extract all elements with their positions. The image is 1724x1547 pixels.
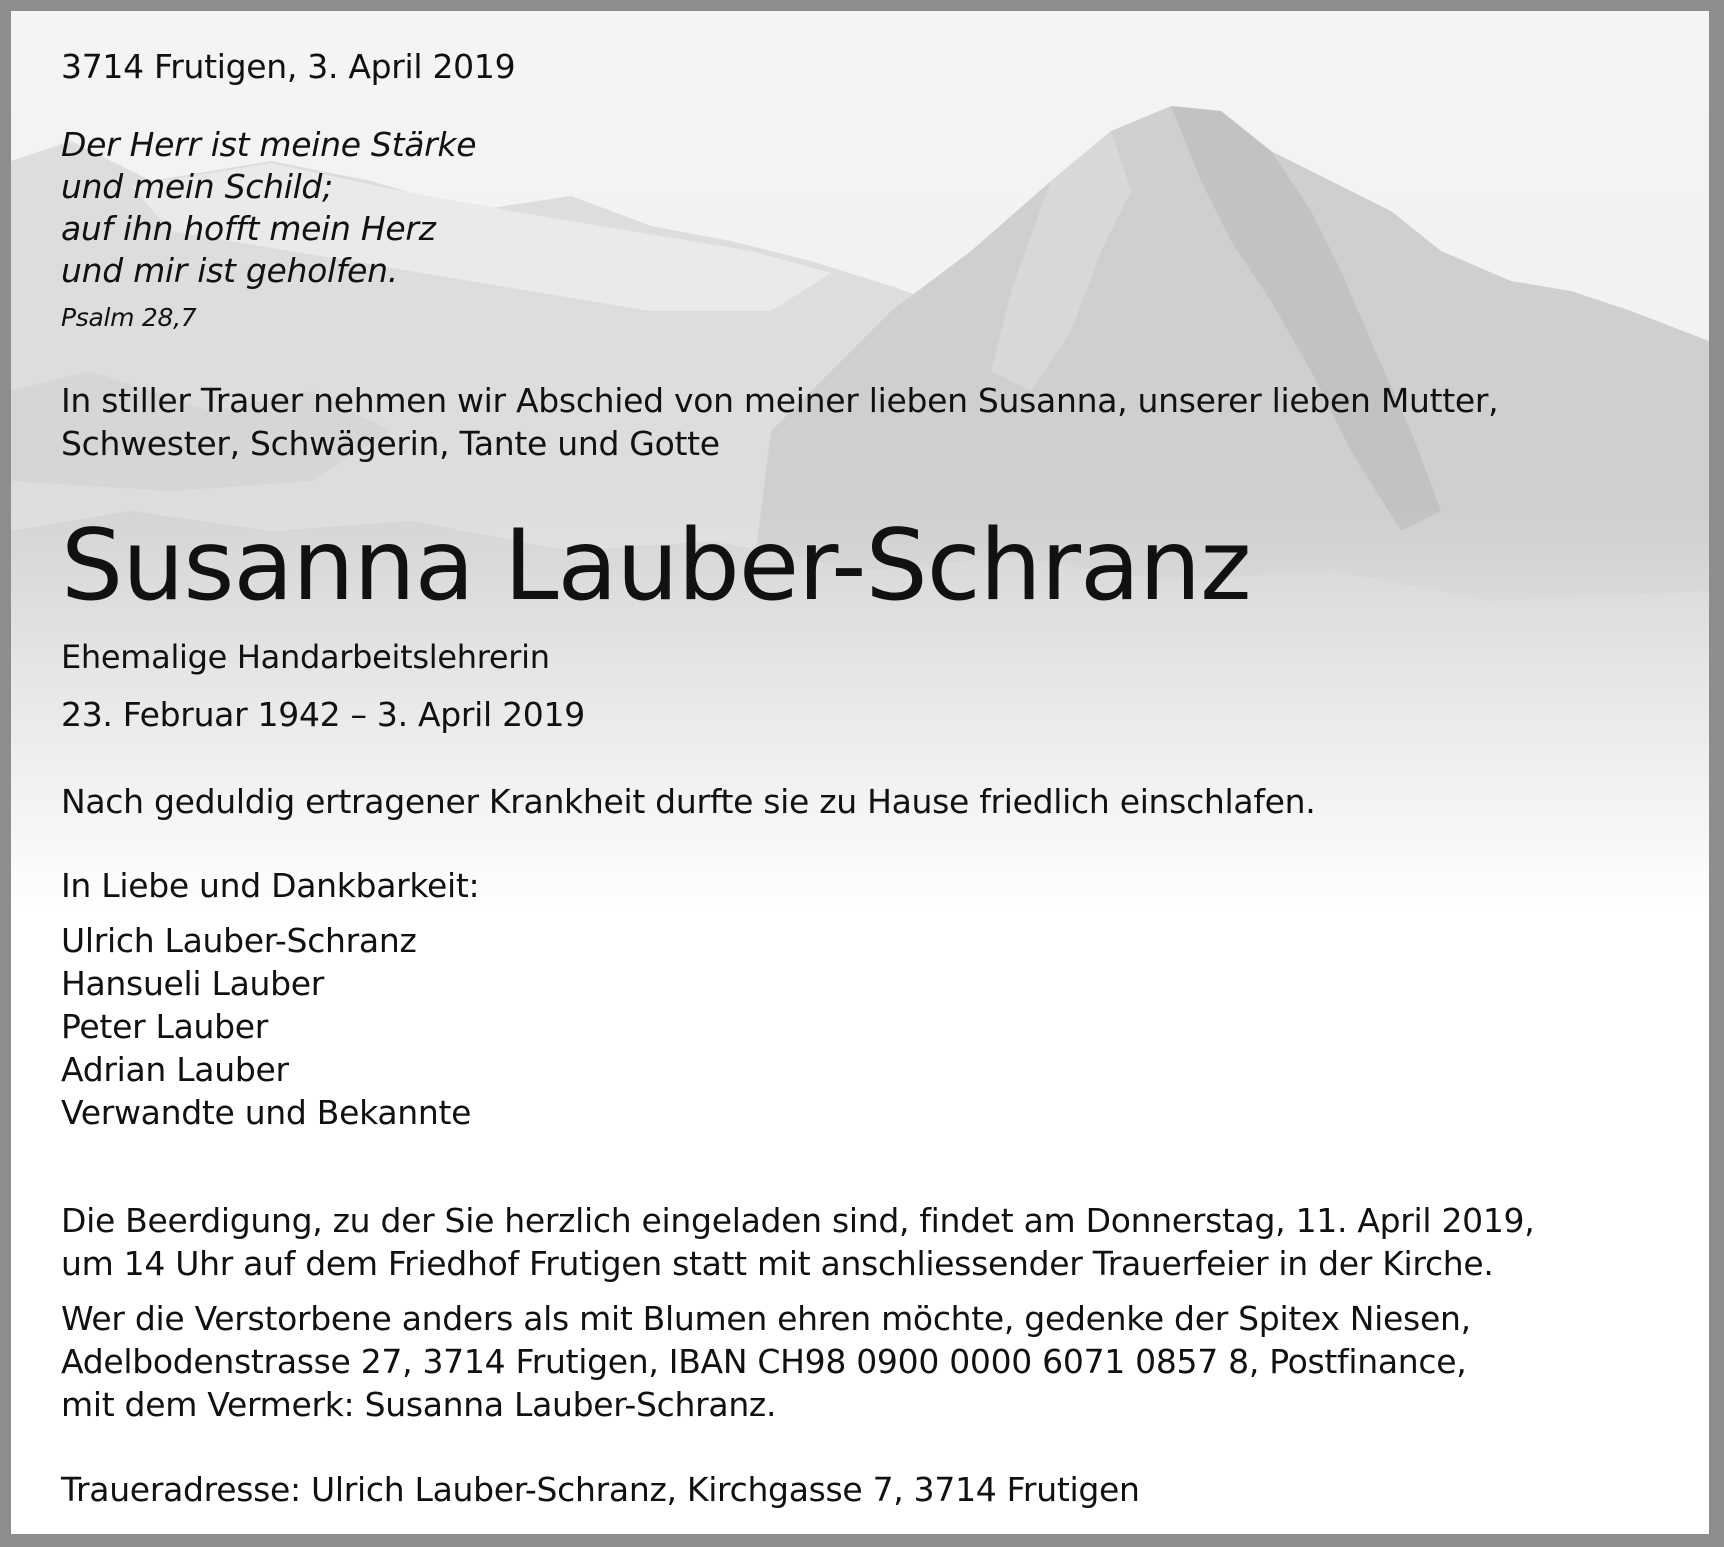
passing-statement: Nach geduldig ertragener Krankheit durfte sie zu Hause friedlich einschlafen.	[61, 782, 1316, 821]
life-dates: 23. Februar 1942 – 3. April 2019	[61, 695, 585, 734]
intro-line: In stiller Trauer nehmen wir Abschied von meiner lieben Susanna, unserer lieben Mutter,	[61, 381, 1499, 420]
intro-text	[61, 379, 1498, 465]
funeral-line: um 14 Uhr auf dem Friedhof Frutigen statt mit anschliessender Trauerfeier in der Kirche.	[61, 1244, 1494, 1283]
mourner-name: Verwandte und Bekannte	[61, 1093, 472, 1132]
intro-line: Schwester, Schwägerin, Tante und Gotte	[61, 424, 720, 463]
deceased-occupation: Ehemalige Handarbeitslehrerin	[61, 638, 550, 676]
verse-line: auf ihn hofft mein Herz	[61, 209, 436, 248]
verse-line: Der Herr ist meine Stärke	[61, 125, 477, 164]
donation-line: Adelbodenstrasse 27, 3714 Frutigen, IBAN CH98 0900 0000 6071 0857 8, Postfinance,	[61, 1342, 1467, 1381]
deceased-name: Susanna Lauber-Schranz	[61, 509, 1251, 623]
donation-line: Wer die Verstorbene anders als mit Blumen ehren möchte, gedenke der Spitex Niesen,	[61, 1299, 1471, 1338]
obituary-card	[11, 11, 1709, 1534]
verse-source: Psalm 28,7	[61, 303, 197, 332]
verse-line: und mein Schild;	[61, 167, 333, 206]
mourners-heading: In Liebe und Dankbarkeit:	[61, 866, 480, 905]
place-date: 3714 Frutigen, 3. April 2019	[61, 47, 516, 86]
bible-verse	[61, 124, 476, 292]
donation-line: mit dem Vermerk: Susanna Lauber-Schranz.	[61, 1385, 777, 1424]
mourner-name: Peter Lauber	[61, 1007, 269, 1046]
verse-line: und mir ist geholfen.	[61, 251, 398, 290]
mourning-address: Traueradresse: Ulrich Lauber-Schranz, Kirchgasse 7, 3714 Frutigen	[61, 1470, 1140, 1509]
mourner-name: Ulrich Lauber-Schranz	[61, 921, 417, 960]
funeral-line: Die Beerdigung, zu der Sie herzlich eingeladen sind, findet am Donnerstag, 11. April 2019,	[61, 1201, 1535, 1240]
funeral-info	[61, 1199, 1534, 1285]
mourners-list	[61, 919, 471, 1134]
donation-info	[61, 1297, 1471, 1426]
mourner-name: Hansueli Lauber	[61, 964, 325, 1003]
mourner-name: Adrian Lauber	[61, 1050, 289, 1089]
